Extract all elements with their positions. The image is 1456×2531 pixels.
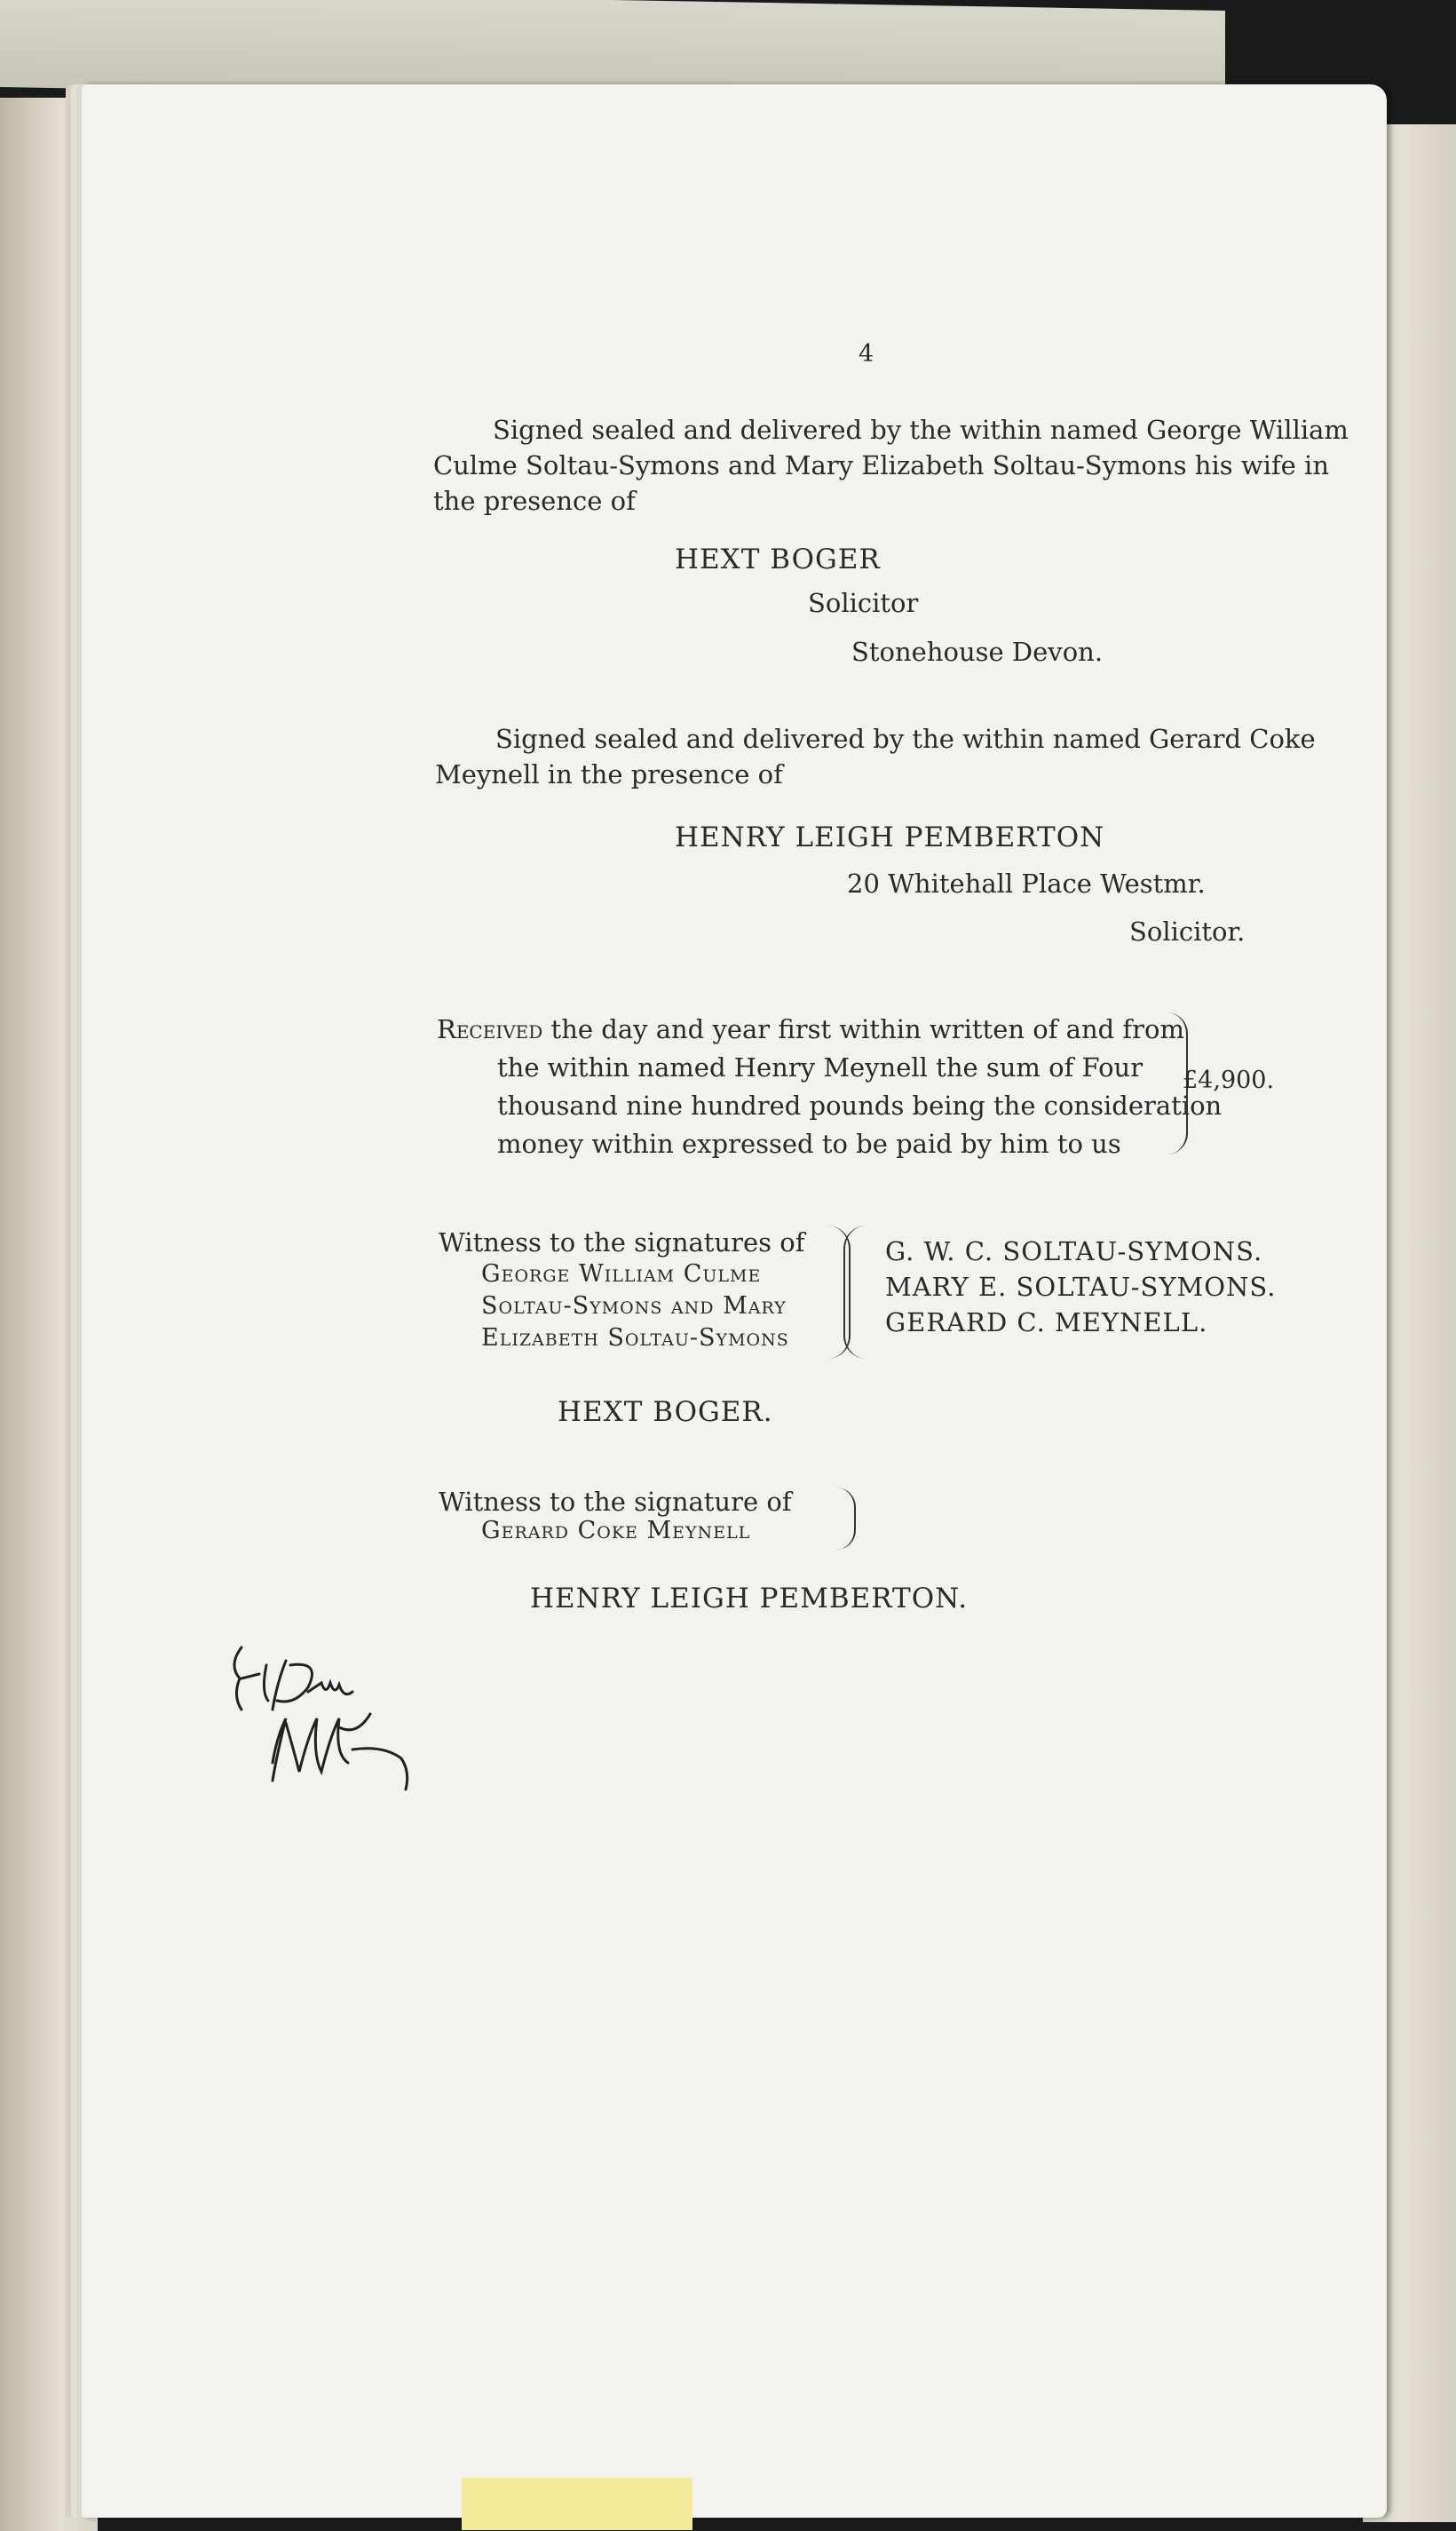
signatory-2: MARY E. SOLTAU-SYMONS. bbox=[885, 1272, 1277, 1302]
block1-line2: Culme Soltau-Symons and Mary Elizabeth Soltau-Symons his wife in bbox=[433, 450, 1330, 480]
witness-brace-left bbox=[843, 1226, 866, 1359]
witness-line2: George William Culme bbox=[481, 1260, 762, 1288]
receipt-line4: money within expressed to be paid by him to us bbox=[497, 1129, 1121, 1159]
witness-line3: Soltau-Symons and Mary bbox=[481, 1292, 787, 1320]
page-number: 4 bbox=[859, 340, 874, 368]
witness2-brace bbox=[836, 1488, 856, 1550]
receipt-lead: Received bbox=[437, 1014, 543, 1044]
witness-line1: Witness to the signatures of bbox=[439, 1227, 805, 1258]
block2-line1: Signed sealed and delivered by the within named Gerard Coke bbox=[495, 724, 1316, 754]
receipt-line1 bbox=[437, 1014, 1184, 1044]
witness-line4: Elizabeth Soltau-Symons bbox=[481, 1324, 789, 1352]
receipt-amount: £4,900. bbox=[1183, 1067, 1275, 1094]
witness2-name: HENRY LEIGH PEMBERTON. bbox=[530, 1583, 969, 1615]
yellow-tab bbox=[462, 2478, 692, 2530]
receipt-line1-text: the day and year first within written of and from bbox=[542, 1014, 1184, 1044]
signatory-3: GERARD C. MEYNELL. bbox=[885, 1307, 1208, 1337]
block2-witness-address: 20 Whitehall Place Westmr. bbox=[847, 869, 1206, 899]
block1-line1: Signed sealed and delivered by the within named George William bbox=[493, 415, 1349, 445]
witness2-line1: Witness to the signature of bbox=[439, 1487, 792, 1517]
block1-witness-name: HEXT BOGER bbox=[675, 543, 881, 575]
block1-line3: the presence of bbox=[433, 486, 636, 516]
handwritten-initials bbox=[224, 1630, 455, 1834]
receipt-line3: thousand nine hundred pounds being the consideration bbox=[497, 1091, 1223, 1121]
receipt-line2: the within named Henry Meynell the sum of Four bbox=[497, 1052, 1143, 1083]
document-page bbox=[82, 84, 1387, 2518]
witness-block-name: HEXT BOGER. bbox=[558, 1396, 773, 1428]
witness2-line2: Gerard Coke Meynell bbox=[481, 1517, 751, 1544]
block2-line2: Meynell in the presence of bbox=[435, 759, 783, 789]
block2-witness-title: Solicitor. bbox=[1129, 916, 1246, 947]
block2-witness-name: HENRY LEIGH PEMBERTON bbox=[675, 821, 1105, 853]
signatory-1: G. W. C. SOLTAU-SYMONS. bbox=[885, 1236, 1263, 1266]
block1-witness-address: Stonehouse Devon. bbox=[851, 637, 1104, 667]
block1-witness-title: Solicitor bbox=[808, 588, 919, 618]
